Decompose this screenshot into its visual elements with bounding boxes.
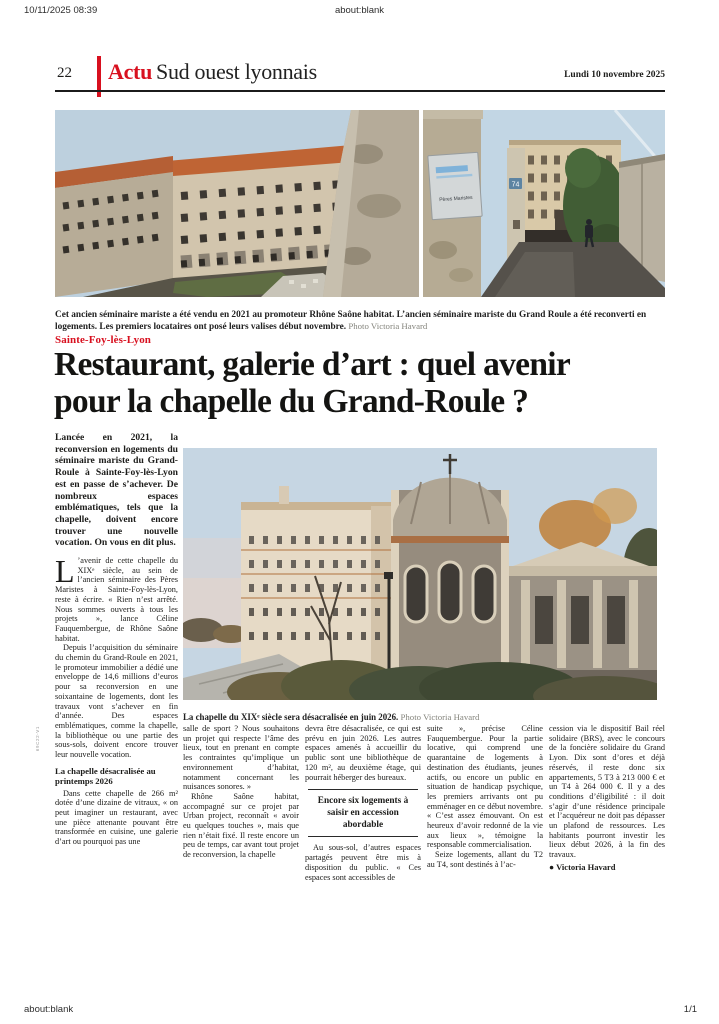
house-number: 74 [511, 181, 520, 189]
print-footer-url: about:blank [24, 1004, 74, 1015]
article-paragraph: Rhône Saône habitat, accompagné sur ce projet par Urban project, reconnaît « avoir eu quelques touches », mais que rien n’était fixé. Il reste encore un peu de temps, car avant tout projet de reconversion, la chapelle [183, 791, 299, 860]
article-paragraph: salle de sport ? Nous souhaitons un projet qui respecte l’âme des lieux, tout en prenant en compte les contraintes qu’implique un environnement d’habitat, notamment concernant les nuisances sonores. » [183, 724, 299, 792]
headline-line1: Restaurant, galerie d’art : quel avenir [54, 346, 571, 383]
print-datetime: 10/11/2025 08:39 [24, 5, 98, 16]
caption-text: Cet ancien séminaire mariste a été vendu en 2021 au promoteur Rhône Saône habitat. L’ancien séminaire mariste du Grand Roule a été reconverti en logements. Les premiers locataires ont posé leurs valises début novembre. [55, 310, 647, 333]
article-paragraph: devra être désacralisée, ce qui est prévu en juin 2026. Les autres espaces amenés à accueillir du public sont une bibliothèque de 120 m², au deuxième étage, qui pourrait héberger des bureaux. [305, 724, 421, 782]
column-subhead: La chapelle désacralisée au printemps 2026 [55, 765, 156, 787]
drop-cap: L [55, 553, 75, 590]
photo-credit-main: Photo Victoria Havard [400, 711, 480, 722]
photo-seminary-entrance [423, 110, 665, 297]
page-number: 22 [57, 65, 72, 81]
article-column-5 [549, 724, 665, 873]
headline [54, 347, 668, 420]
sign-plate [428, 152, 482, 219]
article-paragraph: cession via le dispositif Bail réel solidaire (BRS), avec le concours de la foncière solidaire du Grand Lyon. Dix sont d’ores et déjà réservés, il reste donc six appartements, 5 T3 à 213 000 € et un T4 à 264 000 €. Il y a des conditions d’éligibilité : il doit s’agir d’une résidence principale et l’acquéreur ne doit pas dépasser un plafond de ressources. Les habitants pourront investir les lieux début 2026, à la fin des travaux. [549, 724, 665, 860]
photo-chapel [183, 448, 657, 700]
section-label: Actu [108, 59, 153, 84]
byline: ● Victoria Havard [549, 861, 616, 872]
masthead [55, 55, 665, 91]
article-paragraph: Au sous-sol, d’autres espaces partagés peuvent être mis à disposition du public. « Ces espaces sont accessibles de [305, 843, 421, 882]
section-header [108, 59, 317, 85]
headline-line2: pour la chapelle du Grand-Roule ? [54, 382, 529, 420]
photo-caption-main [183, 712, 657, 724]
article-column-1 [55, 432, 178, 847]
caption-text: La chapelle du XIXᵉ siècle sera désacralisée en juin 2026. [183, 711, 399, 722]
section-name: Sud ouest lyonnais [156, 59, 317, 84]
print-page-title: about:blank [334, 5, 385, 16]
article-paragraph: suite », précise Céline Fauquembergue. Pour la partie locative, qui comprend une quarantaine de logements à destination des étudiants, jeunes actifs, ou encore un public en situation de handicap psychique, les premiers arrivants ont pu emménager en ce début novembre. « C’est assez émouvant. On est heureux d’avoir redonné de la vie aux lieux », témoigne la responsable commercialisation. [427, 724, 543, 850]
top-photo-row [55, 110, 665, 297]
crosshead-box: Encore six logements à saisir en accession abordable [308, 789, 418, 837]
kicker: Sainte-Foy-lès-Lyon [55, 334, 152, 346]
article-paragraph: L ’avenir de cette chapelle du XIXᵉ siècle, au sein de l’ancien séminaire des Pères Maristes à Sainte-Foy-lès-Lyon, reste à écrire. « Rien n’est arrêté. Nous sommes ouverts à tous les projets », lance Céline Fauquembergue, de Rhône Saône habitat. [55, 553, 178, 643]
lead-paragraph: Lancée en 2021, la reconversion en logements du séminaire mariste du Grand-Roule à Sainte-Foy-lès-Lyon est en passe de s’achever. De nombreux espaces emblématiques, tels que la chapelle, doivent encore trouver une nouvelle vocation. On vous en dit plus. [55, 432, 178, 549]
article-paragraph: Seize logements, allant du T2 au T4, sont destinés à l’ac- [427, 850, 543, 869]
article-column-3 [305, 724, 421, 882]
article-column-4 [427, 724, 543, 870]
article-column-2 [183, 724, 299, 860]
edition-code: 69C22-V1 [35, 726, 40, 752]
masthead-rule [55, 90, 665, 92]
photo-credit-top: Photo Victoria Havard [348, 321, 428, 332]
seminary-wing [241, 486, 391, 682]
article-paragraph: Depuis l’acquisition du séminaire du chemin du Grand-Roule en 2021, le promoteur immobilier a dédié une enveloppe de 14,6 millions d’euros pour sa reconversion en une soixantaine de logements, dont les travaux vont s’achever en fin d’année. Des espaces emblématiques, comme la chapelle, la bibliothèque ou une partie des sous-sols, doivent encore trouver leur nouvelle vocation. [55, 643, 178, 760]
sign-text: Pères Maristes [439, 194, 473, 204]
print-footer-page: 1/1 [683, 1004, 697, 1015]
photo-seminary-courtyard [55, 110, 419, 297]
edition-date: Lundi 10 novembre 2025 [564, 70, 665, 80]
photo-caption-top [55, 309, 665, 333]
article-paragraph: Dans cette chapelle de 266 m² dotée d’une dizaine de vitraux, « on peut imaginer un restaurant, avec une pièce attenante pouvant être transformée en cuisine, une galerie d’art ou pourquoi pas une [55, 788, 178, 847]
